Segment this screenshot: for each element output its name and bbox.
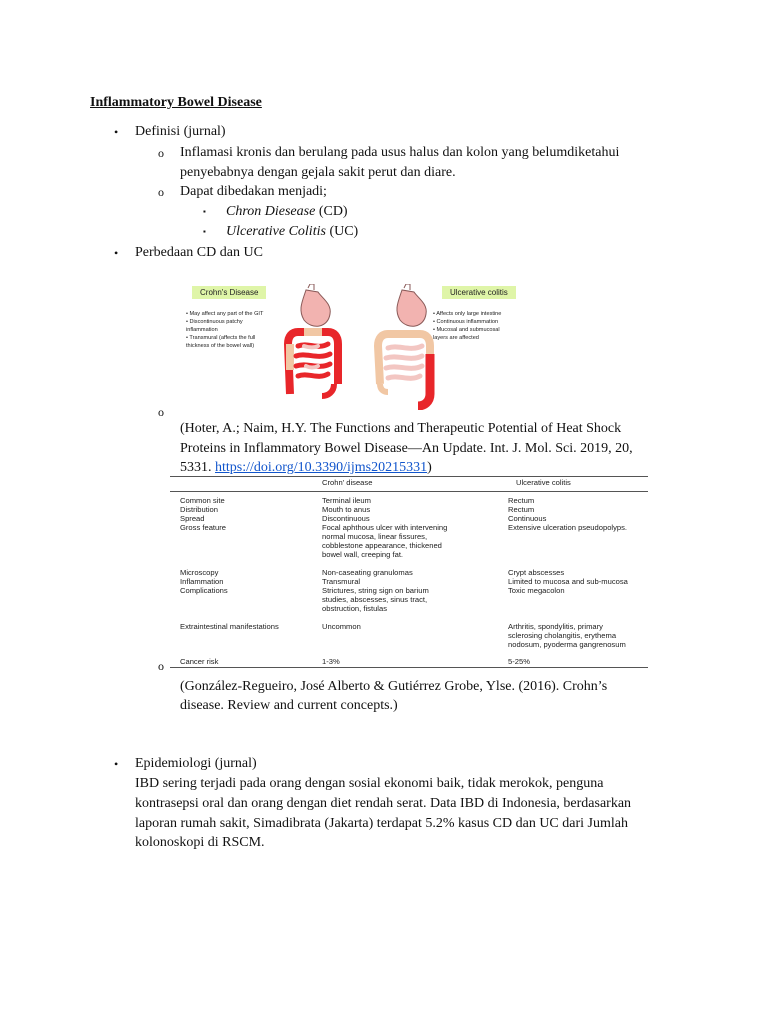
crohn-tag: Crohn's Disease xyxy=(192,286,266,299)
table-row-label: Extraintestinal manifestations xyxy=(180,622,279,631)
table-cell-uc: nodosum, pyoderma gangrenosum xyxy=(508,640,626,649)
type-uc xyxy=(226,222,358,242)
table-rule-header xyxy=(170,491,648,492)
bullet-level2: o xyxy=(158,146,164,160)
table-cell-uc: Crypt abscesses xyxy=(508,568,565,577)
definisi-text-line1: Inflamasi kronis dan berulang pada usus halus dan kolon yang belumdiketahui xyxy=(180,145,620,160)
citation-1-prefix: 5331. xyxy=(180,460,215,475)
citation-1-suffix: ) xyxy=(427,460,432,475)
table-row-label: Gross feature xyxy=(180,523,227,532)
table-cell-cd: obstruction, fistulas xyxy=(322,604,387,613)
bullet-level1: • xyxy=(114,125,119,139)
table-row-label: Common site xyxy=(180,496,225,505)
table-cell-cd: cobblestone appearance, thickened xyxy=(322,541,442,550)
definisi-text-line2: penyebabnya dengan gejala sakit perut dan diare. xyxy=(180,165,456,180)
type-uc-abbr: (UC) xyxy=(325,224,359,239)
table-cell-cd: 1-3% xyxy=(322,657,340,666)
type-crohn-abbr: (CD) xyxy=(315,204,348,219)
uc-gut-illustration xyxy=(368,284,438,410)
table-cell-uc: Extensive ulceration pseudopolyps. xyxy=(508,523,628,532)
bullet-level1: • xyxy=(114,757,119,771)
table-cell-cd: Strictures, string sign on barium xyxy=(322,586,429,595)
type-crohn-name: Chron Diesease xyxy=(226,204,316,219)
table-cell-cd: normal mucosa, linear fissures, xyxy=(322,532,428,541)
doi-link[interactable]: https://doi.org/10.3390/ijms20215331 xyxy=(215,460,428,475)
bullet-level2: o xyxy=(158,405,164,419)
table-cell-uc: Arthritis, spondylitis, primary xyxy=(508,622,603,631)
table-row-label: Cancer risk xyxy=(180,657,219,666)
table-cell-cd: Non-caseating granulomas xyxy=(322,568,413,577)
uc-point: • Affects only large intestine xyxy=(433,311,502,317)
bullet-level1: • xyxy=(114,246,119,260)
definisi-types-intro: Dapat dibedakan menjadi; xyxy=(180,184,327,199)
table-cell-cd: Discontinuous xyxy=(322,514,370,523)
uc-points xyxy=(433,310,501,342)
section-definisi-label: Definisi (jurnal) xyxy=(135,124,226,139)
table-row-label: Spread xyxy=(180,514,205,523)
epidemiologi-line: IBD sering terjadi pada orang dengan sosial ekonomi baik, tidak merokok, penguna xyxy=(135,776,604,791)
table-rule-top xyxy=(170,476,648,477)
table-row-label: Microscopy xyxy=(180,568,219,577)
table-cell-uc: Rectum xyxy=(508,505,535,514)
table-header-uc: Ulcerative colitis xyxy=(516,478,571,487)
table-cell-uc: Continuous xyxy=(508,514,547,523)
table-cell-cd: studies, abscesses, sinus tract, xyxy=(322,595,428,604)
crohn-point: inflammation xyxy=(186,327,218,333)
table-cell-uc: Limited to mucosa and sub-mucosa xyxy=(508,577,628,586)
bullet-level3: ▪ xyxy=(203,207,206,216)
table-rule-bottom xyxy=(170,667,648,668)
crohn-point: • Transmural (affects the full xyxy=(186,335,256,341)
uc-point: • Continuous inflammation xyxy=(433,319,499,325)
bullet-level2: o xyxy=(158,185,164,199)
uc-point: layers are affected xyxy=(433,335,479,341)
citation-2-line2: disease. Review and current concepts.) xyxy=(180,698,398,713)
epidemiologi-line: kontrasepsi oral dan orang dengan diet rendah serat. Data IBD di Indonesia, berdasarkan xyxy=(135,796,632,811)
citation-2-line1: (González-Regueiro, José Alberto & Gutiérrez Grobe, Ylse. (2016). Crohn’s xyxy=(180,679,608,694)
table-row-label: Distribution xyxy=(180,505,218,514)
table-cell-cd: Focal aphthous ulcer with intervening xyxy=(322,523,448,532)
uc-point: • Mucosal and submucosal xyxy=(433,327,500,333)
table-cell-uc: Toxic megacolon xyxy=(508,586,565,595)
table-cell-cd: Transmural xyxy=(322,577,361,586)
table-cell-cd: bowel wall, creeping fat. xyxy=(322,550,404,559)
table-cell-uc: Rectum xyxy=(508,496,535,505)
page-title: Inflammatory Bowel Disease xyxy=(90,95,262,110)
crohn-point: • Discontinuous patchy xyxy=(186,319,243,325)
crohn-point: • May affect any part of the GIT xyxy=(186,311,264,317)
cd-uc-illustration xyxy=(178,282,534,412)
citation-1-line2: Proteins in Inflammatory Bowel Disease—An Update. Int. J. Mol. Sci. 2019, 20, xyxy=(180,441,633,456)
bullet-level3: ▪ xyxy=(203,227,206,236)
crohn-point: thickness of the bowel wall) xyxy=(186,343,255,349)
table-row-label: Complications xyxy=(180,586,228,595)
table-cell-cd: Uncommon xyxy=(322,622,361,631)
section-epidemiologi-label: Epidemiologi (jurnal) xyxy=(135,756,257,771)
bullet-level2: o xyxy=(158,659,164,673)
table-cell-uc: sclerosing cholangitis, erythema xyxy=(508,631,617,640)
epidemiologi-line: kolonoskopi di RSCM. xyxy=(135,835,265,850)
citation-1-line1: (Hoter, A.; Naim, H.Y. The Functions and Therapeutic Potential of Heat Shock xyxy=(180,421,622,436)
section-perbedaan-label: Perbedaan CD dan UC xyxy=(135,245,263,260)
uc-tag: Ulcerative colitis xyxy=(442,286,516,299)
type-crohn xyxy=(226,202,348,222)
type-uc-name: Ulcerative Colitis xyxy=(226,224,326,239)
crohn-gut-illustration xyxy=(278,284,344,404)
epidemiologi-line: laporan rumah sakit, Simadibrata (Jakarta) terdapat 5.2% kasus CD dan UC dari Jumlah xyxy=(135,816,628,831)
table-cell-uc: 5-25% xyxy=(508,657,530,666)
crohn-points xyxy=(186,310,263,350)
table-cell-cd: Terminal ileum xyxy=(322,496,371,505)
citation-1-line3 xyxy=(180,458,432,478)
table-header-cd: Crohn' disease xyxy=(322,478,373,487)
table-cell-cd: Mouth to anus xyxy=(322,505,371,514)
cd-uc-comparison-table xyxy=(170,476,648,668)
table-row-label: Inflammation xyxy=(180,577,224,586)
